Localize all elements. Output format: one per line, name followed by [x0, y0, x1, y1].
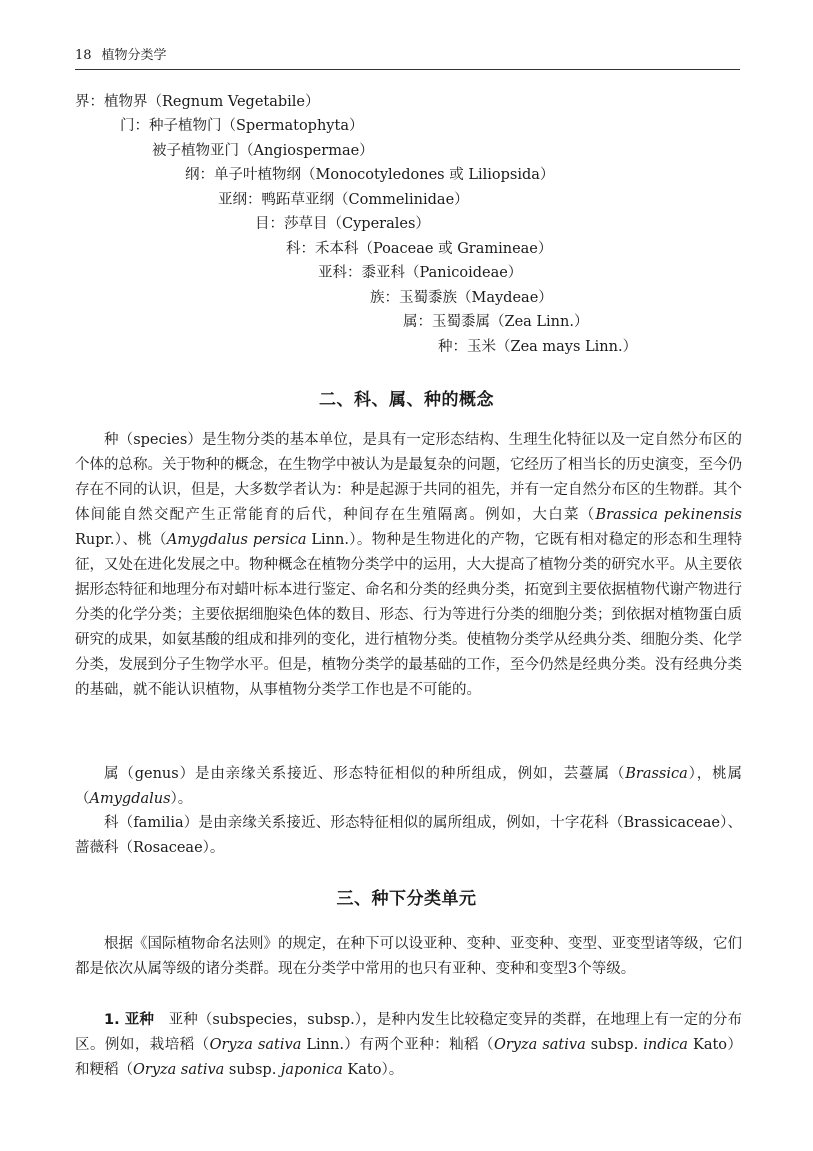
text-run: 科（familia）是由亲缘关系接近、形态特征相似的属所组成，例如，十字花科（Brassicaceae）、蔷薇科（Rosaceae）。 [75, 815, 742, 856]
book-title: 植物分类学 [101, 48, 167, 63]
hierarchy-subclass: 亚纲：鸭跖草亚纲（Commelinidae） [218, 192, 469, 208]
hierarchy-division: 门：种子植物门（Spermatophyta） [120, 118, 364, 134]
latin-name: Brassica [625, 766, 688, 782]
hierarchy-subfamily: 亚科：黍亚科（Panicoideae） [318, 265, 523, 281]
hierarchy-subdivision: 被子植物亚门（Angiospermae） [152, 143, 374, 159]
text-run: ），桃属（ [75, 766, 743, 807]
hierarchy-family: 科：禾本科（Poaceae 或 Gramineae） [286, 241, 553, 257]
hierarchy-order: 目：莎草目（Cyperales） [255, 216, 430, 232]
section-heading-infraspecific: 三、种下分类单元 [336, 889, 477, 909]
paragraph-species [75, 428, 742, 703]
latin-name: Amygdalus persica [166, 532, 307, 548]
paragraph-family [75, 811, 742, 861]
latin-name: Oryza sativa [133, 1062, 225, 1078]
latin-name: Brassica pekinensis [595, 507, 742, 523]
hierarchy-class: 纲：单子叶植物纲（Monocotyledones 或 Liliopsida） [185, 167, 555, 183]
text-run: Rupr.）、桃（ [75, 532, 167, 548]
text-run: subsp. [224, 1062, 281, 1078]
text-run: 种（species）是生物分类的基本单位，是具有一定形态结构、生理生化特征以及一定自然分布区的个体的总称。关于物种的概念，在生物学中被认为是最复杂的问题，它经历了相当长的历史演变，至今仍存在不同的认识，但是，大多数学者认为：种是起源于共同的祖先，并有一定自然分布区的生物群。其个体间能自然交配产生正常能育的后代，种间存在生殖隔离。例如，大白菜（ [75, 432, 742, 523]
text-run: ）。 [170, 791, 193, 807]
paragraph-genus [75, 762, 742, 812]
page-number: 18 [75, 48, 92, 63]
term-subspecies: 1. 亚种 [104, 1012, 154, 1028]
text-run: Linn.）有两个亚种：籼稻（ [301, 1037, 494, 1053]
text-run: 根据《国际植物命名法则》的规定，在种下可以设亚种、变种、亚变种、变型、亚变型诸等级，它们都是依次从属等级的诸分类群。现在分类学中常用的也只有亚种、变种和变型3个等级。 [75, 936, 742, 977]
latin-name: indica [643, 1037, 688, 1053]
latin-name: Oryza sativa [209, 1037, 302, 1053]
paragraph-subspecies [75, 1008, 742, 1083]
text-run: Kato）。 [342, 1062, 404, 1078]
latin-name: Amygdalus [89, 791, 171, 807]
text-run: 属（genus）是由亲缘关系接近、形态特征相似的种所组成，例如，芸薹属（ [104, 766, 626, 782]
hierarchy-kingdom: 界：植物界（Regnum Vegetabile） [75, 94, 320, 110]
text-run: 亚种（subspecies，subsp.），是种内发生比较稳定变异的类群，在地理上有一定的分布区。例如，栽培稻（ [75, 1012, 742, 1053]
text-run: Linn.）。物种是生物进化的产物，它既有相对稳定的形态和生理特征，又处在进化发展之中。物种概念在植物分类学中的运用，大大提高了植物分类的研究水平。从主要依据形态特征和地理分布对蜡叶标本进行鉴定、命名和分类的经典分类，拓宽到主要依据植物代谢产物进行分类的化学分类；主要依据细胞染色体的数目、形态、行为等进行分类的细胞分类；到依据对植物蛋白质研究的成果，如氨基酸的组成和排列的变化，进行植物分类。使植物分类学从经典分类、细胞分类、化学分类，发展到分子生物学水平。但是，植物分类学的最基础的工作，至今仍然是经典分类。没有经典分类的基础，就不能认识植物，从事植物分类学工作也是不可能的。 [75, 532, 742, 698]
section-heading-concepts: 二、科、属、种的概念 [319, 390, 494, 410]
latin-name: japonica [280, 1062, 343, 1078]
hierarchy-genus: 属：玉蜀黍属（Zea Linn.） [403, 314, 589, 330]
paragraph-infraspecific-intro [75, 932, 742, 982]
text-run: Kato）和粳稻（ [75, 1037, 742, 1078]
text-run: subsp. [585, 1037, 644, 1053]
page-header [75, 47, 740, 70]
hierarchy-tribe: 族：玉蜀黍族（Maydeae） [370, 290, 553, 306]
hierarchy-species: 种：玉米（Zea mays Linn.） [438, 339, 638, 355]
latin-name: Oryza sativa [493, 1037, 586, 1053]
